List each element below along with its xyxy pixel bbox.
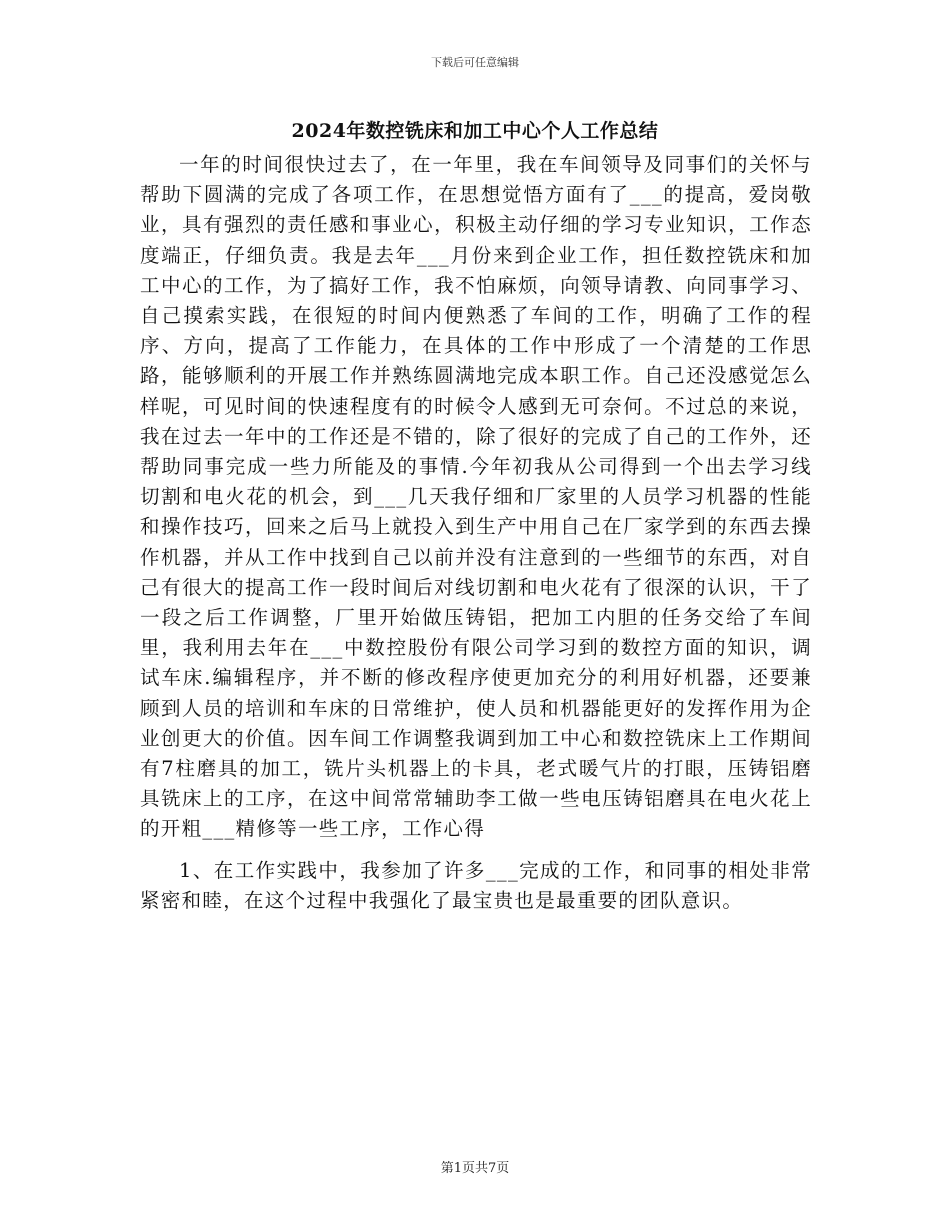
- paragraph-point-1: 1、在工作实践中，我参加了许多___完成的工作，和同事的相处非常紧密和睦，在这个过程中我强化了最宝贵也是最重要的团队意识。: [140, 858, 812, 912]
- header-note: 下载后可任意编辑: [431, 56, 519, 69]
- page-number: 第1页共7页: [440, 1161, 510, 1176]
- document-title: 2024年数控铣床和加工中心个人工作总结: [291, 120, 659, 142]
- paragraph-intro: 一年的时间很快过去了，在一年里，我在车间领导及同事们的关怀与帮助下圆满的完成了各项工作，在思想觉悟方面有了___的提高，爱岗敬业，具有强烈的责任感和事业心，积极主动仔细的学习专业知识，工作态度端正，仔细负责。我是去年___月份来到企业工作，担任数控铣床和加工中心的工作，为了搞好工作，我不怕麻烦，向领导请教、向同事学习、自己摸索实践，在很短的时间内便熟悉了车间的工作，明确了工作的程序、方向，提高了工作能力，在具体的工作中形成了一个清楚的工作思路，能够顺利的开展工作并熟练圆满地完成本职工作。自己还没感觉怎么样呢，可见时间的快速程度有的时候令人感到无可奈何。不过总的来说，我在过去一年中的工作还是不错的，除了很好的完成了自己的工作外，还帮助同事完成一些力所能及的事情.今年初我从公司得到一个出去学习线切割和电火花的机会，到___几天我仔细和厂家里的人员学习机器的性能和操作技巧，回来之后马上就投入到生产中用自己在厂家学到的东西去操作机器，并从工作中找到自己以前并没有注意到的一些细节的东西，对自己有很大的提高工作一段时间后对线切割和电火花有了很深的认识，干了一段之后工作调整，厂里开始做压铸铝，把加工内胆的任务交给了车间里，我利用去年在___中数控股份有限公司学习到的数控方面的知识，调试车床.编辑程序，并不断的修改程序使更加充分的利用好机器，还要兼顾到人员的培训和车床的日常维护，使人员和机器能更好的发挥作用为企业创更大的价值。因车间工作调整我调到加工中心和数控铣床上工作期间有7柱磨具的加工，铣片头机器上的卡具，老式暖气片的打眼，压铸铝磨具铣床上的工序，在这中间常常辅助李工做一些电压铸铝磨具在电火花上的开粗___精修等一些工序，工作心得: [140, 153, 812, 841]
- document-body: [140, 150, 812, 916]
